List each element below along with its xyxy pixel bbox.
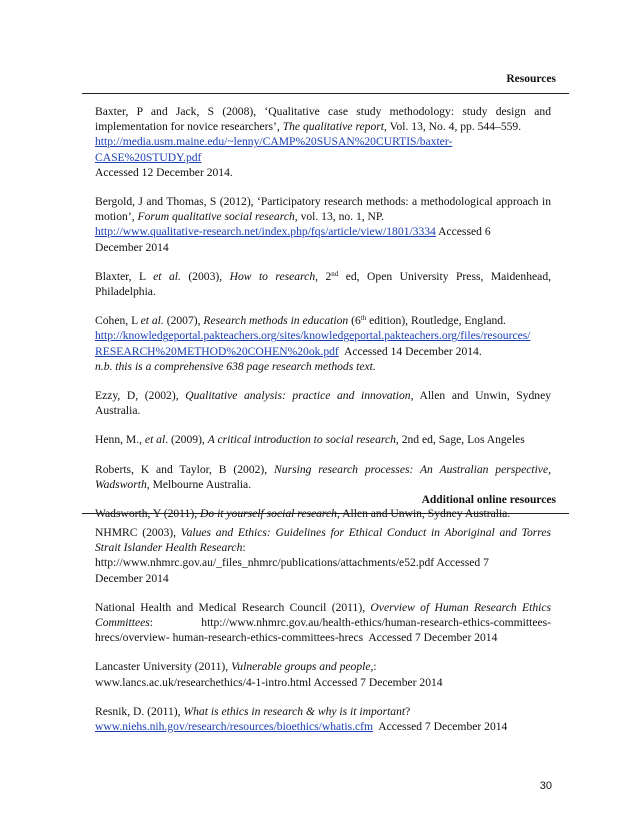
reference-link[interactable]: www.niehs.nih.gov/research/resources/bioethics/whatis.cfm	[95, 720, 374, 734]
reference-title: Values and Ethics: Guidelines for Ethical Conduct in Aboriginal and Torres Strait Islander Health Research	[95, 526, 552, 555]
reference-journal: Forum qualitative social research	[137, 210, 295, 224]
reference-etal: et al.	[140, 314, 164, 328]
reference-title: Qualitative analysis: practice and innovation	[185, 389, 411, 403]
reference-title: How to research,	[229, 269, 319, 283]
reference-text: Roberts, K and Taylor, B (2002),	[95, 462, 275, 476]
reference-superscript: nd	[331, 269, 339, 278]
reference-text: NHMRC (2003),	[95, 526, 181, 539]
reference-text: ed, Open University Press, Maidenhead, Philadelphia.	[95, 269, 552, 299]
reference-text: , Allen and Unwin, Sydney Australia.	[336, 507, 511, 521]
reference-title: Overview of Human Research Ethics Committees	[95, 600, 551, 630]
reference-text: , Melbourne Australia.	[146, 477, 252, 491]
reference-text: 2	[318, 269, 332, 283]
reference-text: Henn, M.,	[95, 433, 145, 447]
reference-henn	[95, 432, 551, 447]
reference-accessed-day: 6	[484, 225, 491, 239]
reference-link-line	[95, 224, 551, 239]
reference-text: , 2nd ed, Sage, Los Angeles	[395, 433, 525, 447]
reference-text: ,:	[370, 660, 377, 674]
reference-link[interactable]: http://knowledgeportal.pakteachers.org/sites/knowledgeportal.pakteachers.org/files/resources/	[95, 329, 531, 343]
reference-text: (2007),	[163, 314, 204, 328]
reference-roberts	[95, 462, 551, 492]
reference-url-continued: hrecs/overview- human-research-ethics-committees-hrecs	[95, 631, 364, 645]
reference-text: Wadsworth, Y (2011),	[95, 507, 200, 521]
reference-title: Research methods in education	[203, 314, 349, 328]
reference-text: , Vol. 13, No. 4, pp. 544–559.	[384, 120, 522, 134]
reference-text: :	[242, 541, 246, 555]
reference-text: Lancaster University (2011),	[95, 660, 232, 674]
reference-accessed: Accessed 14 December 2014.	[343, 344, 482, 358]
reference-accessed: Accessed	[438, 225, 482, 239]
reference-link[interactable]: http://www.qualitative-research.net/index.php/fqs/article/view/1801/3334	[95, 225, 436, 239]
reference-ezzy	[95, 388, 551, 418]
reference-text: Cohen, L	[95, 314, 141, 328]
resources-divider	[82, 93, 569, 94]
reference-baxter	[95, 104, 551, 180]
reference-title: Do it yourself social research	[200, 507, 337, 521]
reference-url: www.lancs.ac.uk/researchethics/4-1-intro.html Accessed 7 December 2014	[95, 675, 443, 689]
reference-url: http://www.nhmrc.gov.au/_files_nhmrc/publications/attachments/e52.pdf Accessed 7	[95, 556, 489, 570]
reference-text: (6	[348, 314, 361, 328]
reference-text: edition), Routledge, England.	[366, 314, 506, 328]
reference-superscript: th	[360, 314, 367, 323]
reference-text: Ezzy, D, (2002),	[95, 389, 186, 403]
resources-heading: Resources	[506, 73, 556, 85]
reference-url: http://www.nhmrc.gov.au/health-ethics/human-research-ethics-committees-	[201, 616, 551, 630]
reference-text: Baxter, P and Jack, S (2008), ‘Qualitative case study methodology: study design and implementation for novice researchers’,	[95, 105, 551, 134]
reference-etal: et al	[144, 433, 166, 447]
reference-accessed: December 2014	[95, 571, 169, 585]
reference-text: Bergold, J and Thomas, S (2012), ‘Participatory research methods: a methodological approach in motion’,	[95, 195, 551, 224]
reference-text: National Health and Medical Research Council (2011),	[95, 600, 371, 614]
reference-title: Nursing research processes: An Australian perspective, Wadsworth	[95, 462, 551, 491]
reference-nhmrc-committees	[95, 600, 551, 646]
reference-link[interactable]: http://media.usm.maine.edu/~lenny/CAMP%20SUSAN%20CURTIS/baxter-CASE%20STUDY.pdf	[95, 135, 453, 164]
reference-accessed: Accessed 12 December 2014.	[95, 165, 233, 179]
reference-text: (2003),	[180, 269, 230, 283]
reference-text: , Allen and Unwin, Sydney Australia.	[95, 389, 552, 418]
reference-nhmrc	[95, 525, 551, 586]
reference-title: What is ethics in research & why is it important	[183, 704, 406, 718]
page-number: 30	[539, 780, 552, 792]
reference-title: A critical introduction to social research	[207, 433, 396, 447]
reference-journal: The qualitative report	[282, 120, 385, 134]
reference-cohen	[95, 313, 551, 374]
online-resources-divider	[82, 513, 569, 514]
reference-resnik	[95, 704, 551, 734]
reference-accessed-date: December 2014	[95, 240, 169, 254]
reference-lancaster	[95, 659, 551, 689]
reference-text: . (2009),	[165, 433, 208, 447]
reference-title: Vulnerable groups and people	[231, 660, 371, 674]
reference-text: ?	[405, 704, 411, 718]
reference-accessed: Accessed 7 December 2014	[378, 720, 508, 734]
reference-etal: et al.	[153, 269, 181, 283]
reference-text: Resnik, D. (2011),	[95, 704, 184, 718]
online-resources-list	[95, 525, 551, 748]
resources-list	[95, 104, 551, 535]
reference-text: Blaxter, L	[95, 269, 154, 283]
online-resources-heading: Additional online resources	[421, 494, 556, 506]
reference-bergold	[95, 194, 551, 255]
reference-text: :	[149, 616, 153, 630]
reference-link-continued[interactable]: RESEARCH%20METHOD%20COHEN%20ok.pdf	[95, 344, 339, 358]
reference-blaxter	[95, 269, 551, 299]
reference-text: , vol. 13, no. 1, NP.	[294, 210, 384, 224]
reference-note: n.b. this is a comprehensive 638 page research methods text.	[95, 359, 376, 373]
reference-accessed: Accessed 7 December 2014	[368, 631, 498, 645]
